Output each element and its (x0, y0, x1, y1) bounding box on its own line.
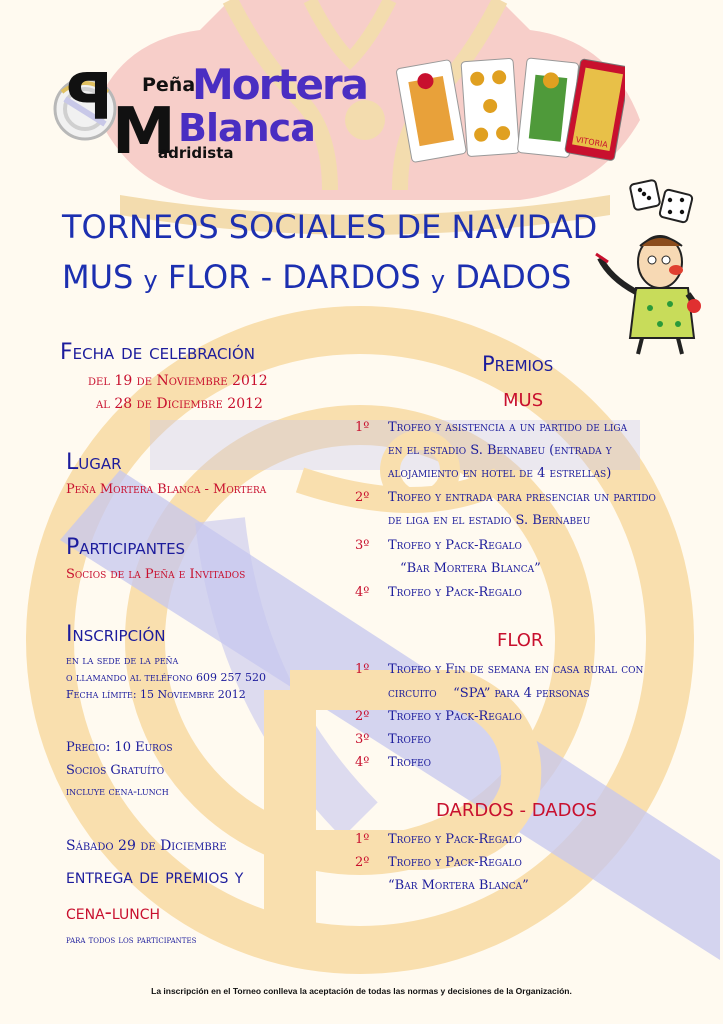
inscripcion-line-1: en la sede de la peña (66, 654, 179, 667)
flor-4-line-1: Trofeo (388, 755, 432, 770)
title-y-1: y (143, 266, 158, 294)
title-flor-dardos: FLOR - DARDOS (167, 258, 421, 296)
fecha-line-1: del 19 de Noviembre 2012 (88, 373, 268, 389)
mus-1-line-2: en el estadio S. Bernabeu (entrada y (388, 443, 612, 458)
logo-mortera: Mortera (192, 60, 367, 109)
logo-madridista: adridista (158, 144, 234, 162)
para-text: para todos los participantes (66, 935, 197, 946)
mus-3-line-2: “Bar Mortera Blanca” (400, 561, 541, 576)
title-y-2: y (430, 266, 446, 294)
flor-2-num: 2º (355, 709, 370, 724)
incluye-text: incluye cena-lunch (66, 785, 169, 798)
dardos-2-line-2: “Bar Mortera Blanca” (388, 878, 529, 893)
fecha-heading: Fecha de celebración (60, 340, 255, 365)
flor-title: FLOR (497, 630, 544, 651)
logo (50, 52, 380, 172)
title-mus: MUS (62, 258, 134, 296)
mus-4-line-1: Trofeo y Pack-Regalo (388, 585, 522, 600)
participantes-text: Socios de la Peña e Invitados (66, 567, 246, 582)
precio-text: Precio: 10 Euros (66, 740, 173, 755)
logo-letter-m: M (112, 95, 176, 169)
flor-1-line-2: circuito “SPA” para 4 personas (388, 686, 590, 701)
mus-title: MUS (503, 390, 544, 411)
flor-4-num: 4º (355, 755, 370, 770)
dart-player-cartoon (590, 228, 718, 356)
playing-cards-illustration (395, 48, 625, 178)
flor-2-line-1: Trofeo y Pack-Regalo (388, 709, 522, 724)
mus-2-line-1: Trofeo y entrada para presenciar un partido (388, 490, 656, 505)
socios-text: Socios Gratuíto (66, 763, 165, 778)
fecha-line-2: al 28 de Diciembre 2012 (96, 396, 263, 412)
mus-1-line-1: Trofeo y asistencia a un partido de liga (388, 420, 628, 435)
card-brand-label: VITORIA (574, 135, 609, 150)
logo-blanca: Blanca (178, 106, 315, 150)
mus-2-num: 2º (355, 490, 370, 505)
dardos-1-num: 1º (355, 832, 370, 847)
title-dados: DADOS (455, 258, 572, 296)
inscripcion-line-2: o llamando al teléfono 609 257 520 (66, 671, 266, 684)
mus-3-line-1: Trofeo y Pack-Regalo (388, 538, 522, 553)
flor-1-num: 1º (355, 662, 370, 677)
premios-heading: Premios (482, 352, 554, 376)
title-line-2 (62, 258, 571, 296)
mus-1-num: 1º (355, 420, 370, 435)
inscripcion-line-3: Fecha límite: 15 Noviembre 2012 (66, 688, 246, 701)
mus-3-num: 3º (355, 538, 370, 553)
mus-2-line-2: de liga en el estadio S. Bernabeu (388, 513, 591, 528)
entrega-text: entrega de premios y (66, 864, 244, 888)
participantes-heading: Participantes (66, 535, 186, 560)
dardos-2-num: 2º (355, 855, 370, 870)
dardos-1-line-1: Trofeo y Pack-Regalo (388, 832, 522, 847)
mus-4-num: 4º (355, 585, 370, 600)
dardos-title: DARDOS - DADOS (436, 800, 598, 821)
footer-disclaimer: La inscripción en el Torneo conlleva la aceptación de todas las normas y decisiones de la Organización. (151, 986, 572, 996)
inscripcion-heading: Inscripción (66, 622, 166, 647)
dice-icon (628, 178, 696, 228)
cena-text: cena-lunch (66, 900, 161, 924)
dardos-2-line-1: Trofeo y Pack-Regalo (388, 855, 522, 870)
logo-letter-p: P (66, 61, 113, 135)
lugar-text: Peña Mortera Blanca - Mortera (66, 482, 267, 497)
sabado-text: Sábado 29 de Diciembre (66, 838, 227, 854)
logo-pena: Peña (142, 74, 196, 96)
flor-3-line-1: Trofeo (388, 732, 432, 747)
flor-3-num: 3º (355, 732, 370, 747)
mus-1-line-3: alojamiento en hotel de 4 estrellas) (388, 466, 612, 481)
lugar-heading: Lugar (66, 450, 122, 475)
flor-1-line-1: Trofeo y Fin de semana en casa rural con (388, 662, 644, 677)
title-line-1: TORNEOS SOCIALES DE NAVIDAD (62, 208, 598, 246)
